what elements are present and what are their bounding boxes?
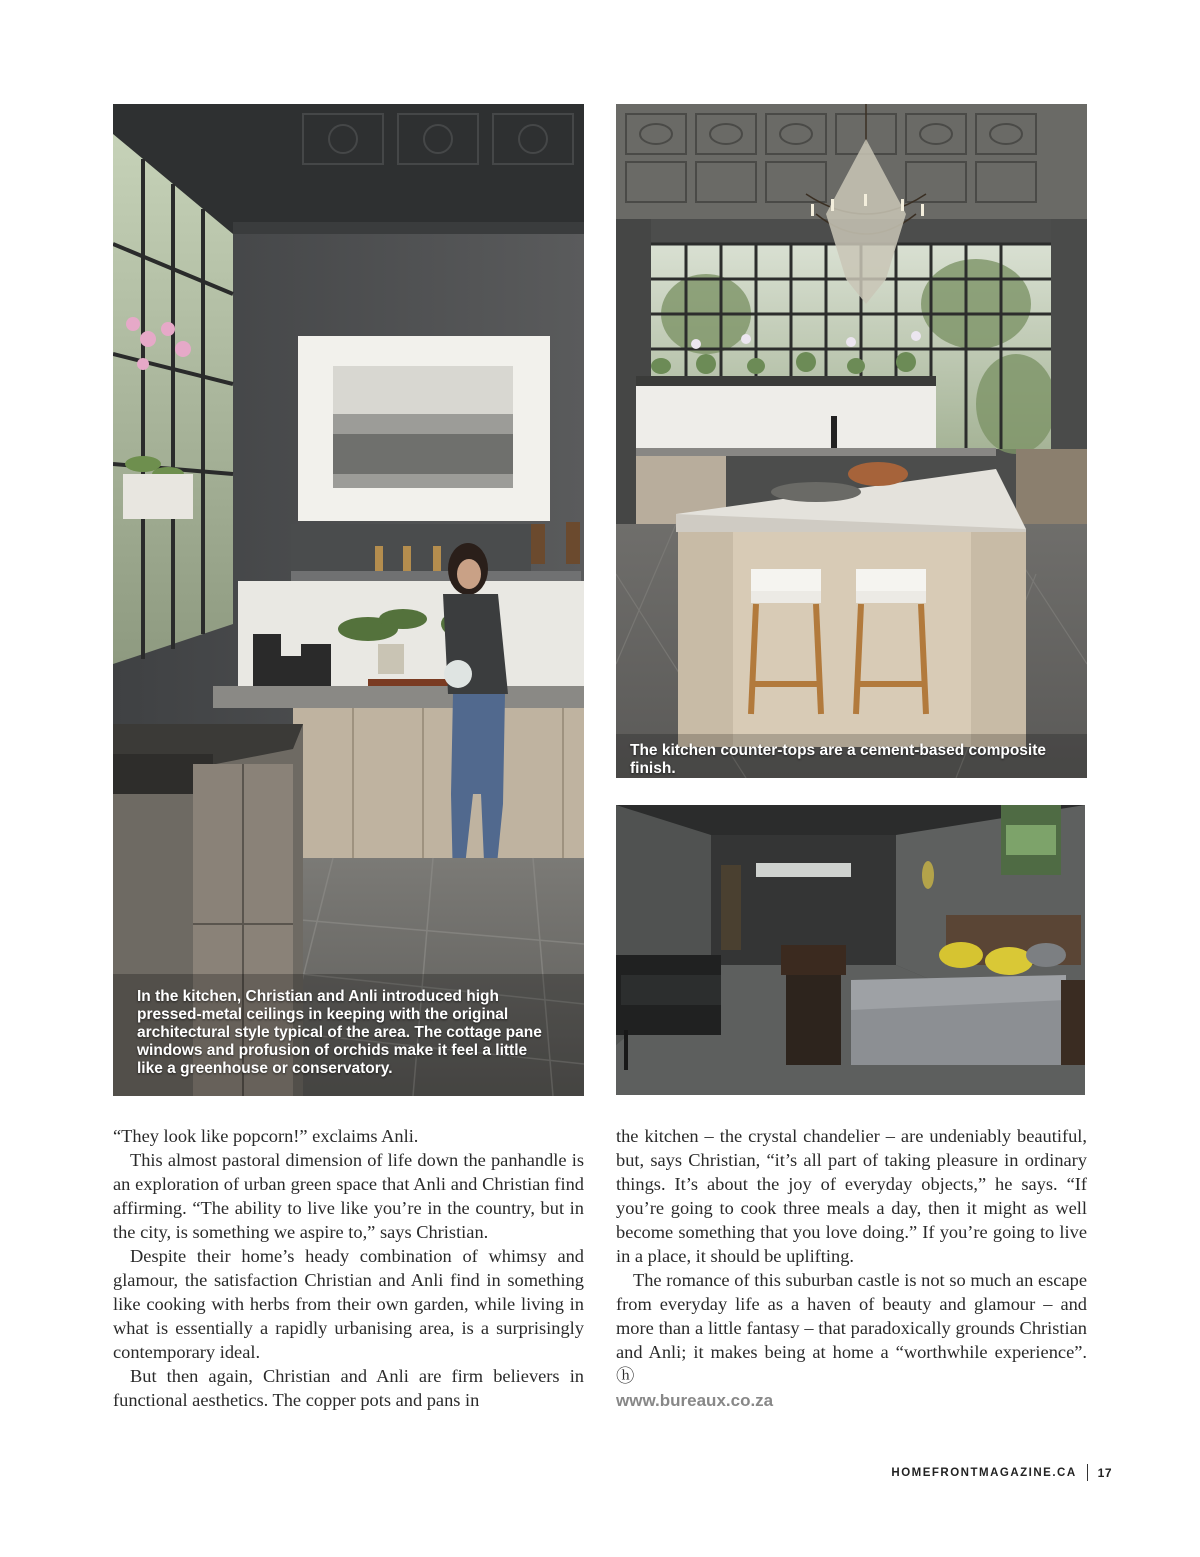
kitchen-island-photo [616, 104, 1087, 778]
article-left-column [113, 1124, 584, 1412]
left-photo-caption: In the kitchen, Christian and Anli introduced high pressed-metal ceilings in keeping with the original architectural style typical of the area. The cottage pane windows and profusion of orchids make it feel a little like a greenhouse or conservatory. [137, 988, 542, 1077]
article-paragraph: The romance of this suburban castle is not so much an escape from everyday life as a haven of beauty and glamour – and more than a little fantasy – that paradoxically grounds Christian and Anli; it makes being at home a “worthwhile experience”. ⓗ [616, 1270, 1087, 1386]
magazine-site-name: HOMEFRONTMAGAZINE.CA [891, 1466, 1077, 1479]
article-paragraph: “They look like popcorn!” exclaims Anli. [113, 1126, 419, 1146]
article-paragraph: the kitchen – the crystal chandelier – are undeniably beautiful, but, says Christian, “it’s all part of taking pleasure in ordinary things. It’s about the joy of everyday objects,” he says. “If you’re going to cook three meals a day, then it might as well become something that you love doing.” If you’re going to live in a place, it should be uplifting. [616, 1126, 1087, 1266]
bedroom-photo-image [616, 805, 1085, 1095]
kitchen-island-photo-image [616, 104, 1087, 778]
article-paragraph: Despite their home’s heady combination of whimsy and glamour, the satisfaction Christian and Anli find in something like cooking with herbs from their own garden, while living in what is essentially a rapidly urbanising area, is a surprisingly contemporary ideal. [113, 1246, 584, 1362]
source-url-link[interactable]: www.bureaux.co.za [616, 1391, 774, 1410]
kitchen-photo-left-image [113, 104, 584, 1096]
footer-divider [1087, 1464, 1088, 1481]
kitchen-photo-left [113, 104, 584, 1096]
article-paragraph: But then again, Christian and Anli are firm believers in functional aesthetics. The copper pots and pans in [113, 1366, 584, 1410]
article-right-column [616, 1124, 1087, 1413]
page-footer [891, 1464, 1112, 1481]
top-right-photo-caption: The kitchen counter-tops are a cement-based composite finish. [630, 742, 1047, 777]
article-paragraph: This almost pastoral dimension of life down the panhandle is an exploration of urban green space that Anli and Christian find affirming. “The ability to live like you’re in the country, but in the city, is something we aspire to,” says Christian. [113, 1150, 584, 1242]
bedroom-photo [616, 805, 1085, 1095]
page-number: 17 [1097, 1465, 1112, 1480]
